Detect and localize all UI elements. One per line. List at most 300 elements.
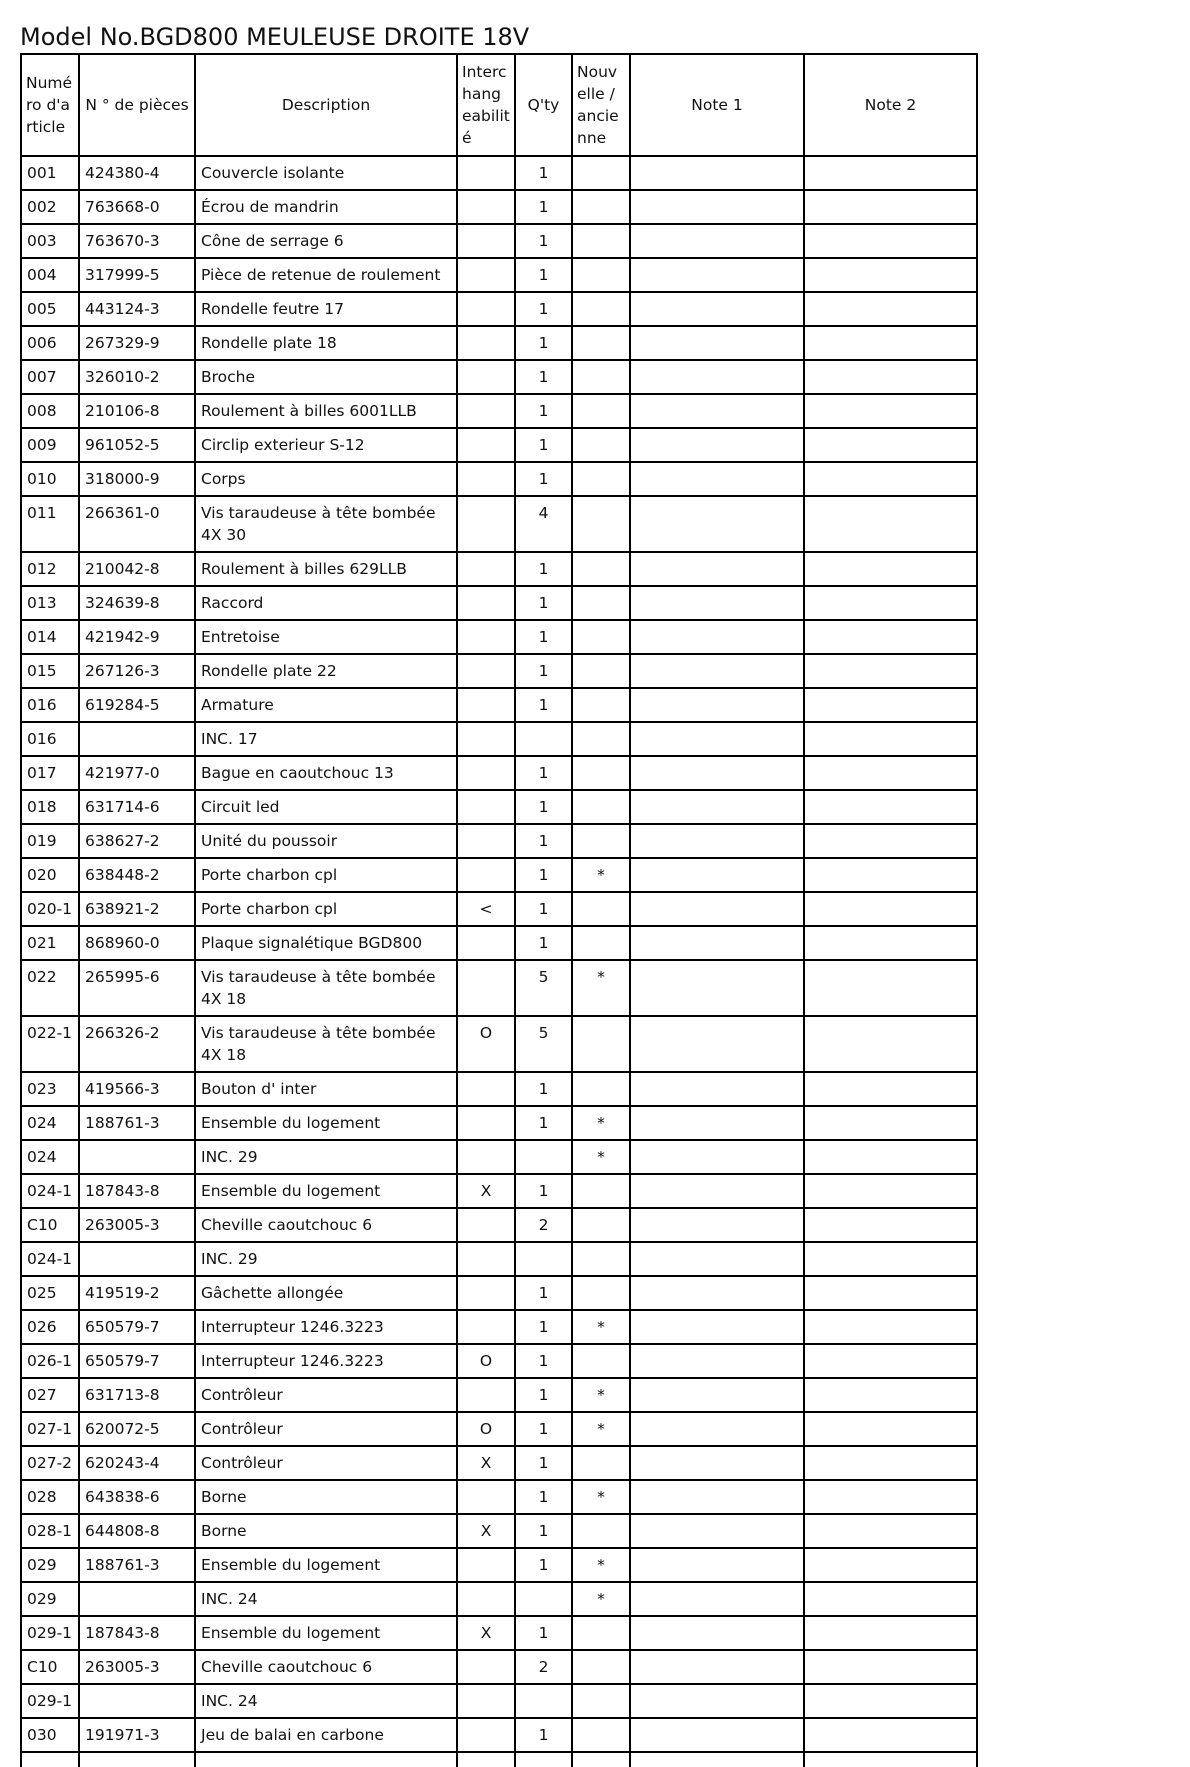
cell-item-number: 014 — [21, 620, 79, 654]
cell-interchangeability — [457, 1242, 515, 1276]
cell-note-1 — [630, 1548, 804, 1582]
cell-note-1 — [630, 1616, 804, 1650]
cell-part-number: 650579-7 — [79, 1310, 195, 1344]
cell-item-number: 028-1 — [21, 1514, 79, 1548]
cell-new-old: * — [572, 1582, 630, 1616]
cell-note-1 — [630, 224, 804, 258]
cell-interchangeability — [457, 1650, 515, 1684]
table-row — [21, 1412, 977, 1446]
cell-part-number: 643838-6 — [79, 1480, 195, 1514]
cell-quantity: 1 — [515, 756, 572, 790]
cell-description: INC. 17 — [195, 722, 457, 756]
cell-description: Contrôleur — [195, 1412, 457, 1446]
cell-note-2 — [804, 1276, 977, 1310]
cell-note-2 — [804, 394, 977, 428]
cell-interchangeability — [457, 1140, 515, 1174]
cell-interchangeability: O — [457, 1344, 515, 1378]
table-row — [21, 1480, 977, 1514]
cell-item-number: 028 — [21, 1480, 79, 1514]
cell-part-number — [79, 1140, 195, 1174]
cell-description: Bague en caoutchouc 13 — [195, 756, 457, 790]
cell-note-2 — [804, 1582, 977, 1616]
cell-interchangeability — [457, 1208, 515, 1242]
table-row — [21, 1174, 977, 1208]
cell-part-number: 263005-3 — [79, 1208, 195, 1242]
cell-part-number — [79, 1684, 195, 1718]
cell-note-1 — [630, 552, 804, 586]
cell-quantity — [515, 1140, 572, 1174]
table-row — [21, 1276, 977, 1310]
cell-note-2 — [804, 1106, 977, 1140]
cell-quantity: 2 — [515, 1650, 572, 1684]
cell-interchangeability — [457, 496, 515, 552]
header-note-1: Note 1 — [630, 54, 804, 156]
cell-part-number: 443124-3 — [79, 292, 195, 326]
cell-part-number: 650579-7 — [79, 1344, 195, 1378]
cell-new-old — [572, 1684, 630, 1718]
cell-note-2 — [804, 824, 977, 858]
table-row — [21, 1378, 977, 1412]
cell-description: Armature — [195, 688, 457, 722]
table-row — [21, 1140, 977, 1174]
cell-note-2 — [804, 790, 977, 824]
table-row — [21, 620, 977, 654]
cell-quantity: 1 — [515, 892, 572, 926]
cell-description: Plaque signalétique BGD800 — [195, 926, 457, 960]
table-row-continued — [21, 1752, 977, 1767]
cell-part-number — [79, 1242, 195, 1276]
cell-note-2 — [804, 926, 977, 960]
cell-note-2 — [804, 156, 977, 190]
cell-new-old — [572, 1174, 630, 1208]
cell-quantity — [515, 1582, 572, 1616]
cell-note-1 — [630, 1650, 804, 1684]
table-row — [21, 1684, 977, 1718]
cell-new-old — [572, 688, 630, 722]
cell-note-1 — [630, 790, 804, 824]
cell-new-old — [572, 926, 630, 960]
cell-description: Vis taraudeuse à tête bombée 4X 18 — [195, 1016, 457, 1072]
cell-description: Cône de serrage 6 — [195, 224, 457, 258]
cell-interchangeability — [457, 1106, 515, 1140]
cell-note-2 — [804, 1514, 977, 1548]
cell-note-1 — [630, 824, 804, 858]
cell-interchangeability — [457, 360, 515, 394]
cell-item-number: 024 — [21, 1106, 79, 1140]
table-row — [21, 790, 977, 824]
cell-note-1 — [630, 1016, 804, 1072]
cell-part-number — [79, 722, 195, 756]
cell-note-2 — [804, 224, 977, 258]
cell-note-1 — [630, 1310, 804, 1344]
cell-new-old: * — [572, 1310, 630, 1344]
cell-note-2 — [804, 1684, 977, 1718]
table-row — [21, 1718, 977, 1752]
cell-part-number: 187843-8 — [79, 1174, 195, 1208]
cell-note-1 — [630, 190, 804, 224]
cell-note-2 — [804, 1548, 977, 1582]
cell-quantity: 1 — [515, 552, 572, 586]
cell-quantity: 5 — [515, 1016, 572, 1072]
cell-description: Porte charbon cpl — [195, 892, 457, 926]
cell-note-2 — [804, 360, 977, 394]
cell-note-1 — [630, 1480, 804, 1514]
cell-item-number: 030 — [21, 1718, 79, 1752]
table-row — [21, 688, 977, 722]
cell-new-old: * — [572, 1480, 630, 1514]
cell-new-old — [572, 1072, 630, 1106]
cell-part-number: 419519-2 — [79, 1276, 195, 1310]
cell-item-number: 004 — [21, 258, 79, 292]
cell-quantity: 1 — [515, 586, 572, 620]
cell-part-number: 318000-9 — [79, 462, 195, 496]
cell-note-2 — [804, 1412, 977, 1446]
cell-item-number: 015 — [21, 654, 79, 688]
cell-note-1 — [630, 292, 804, 326]
cell-item-number: C10 — [21, 1208, 79, 1242]
cell-quantity: 2 — [515, 1208, 572, 1242]
cell-part-number: 424380-4 — [79, 156, 195, 190]
cell-empty — [79, 1752, 195, 1767]
cell-interchangeability — [457, 790, 515, 824]
table-row — [21, 722, 977, 756]
cell-item-number: 010 — [21, 462, 79, 496]
header-note-2: Note 2 — [804, 54, 977, 156]
cell-description: Rondelle plate 18 — [195, 326, 457, 360]
cell-item-number: 009 — [21, 428, 79, 462]
cell-interchangeability — [457, 1718, 515, 1752]
table-row — [21, 1446, 977, 1480]
table-row — [21, 586, 977, 620]
cell-item-number: 027-2 — [21, 1446, 79, 1480]
cell-description: INC. 24 — [195, 1582, 457, 1616]
table-row — [21, 654, 977, 688]
cell-item-number: 029 — [21, 1548, 79, 1582]
cell-description: INC. 29 — [195, 1242, 457, 1276]
table-row — [21, 1310, 977, 1344]
cell-item-number: 016 — [21, 688, 79, 722]
header-quantity: Q'ty — [515, 54, 572, 156]
table-row — [21, 1548, 977, 1582]
table-row — [21, 858, 977, 892]
cell-interchangeability — [457, 858, 515, 892]
cell-description: Écrou de mandrin — [195, 190, 457, 224]
cell-note-1 — [630, 156, 804, 190]
cell-item-number: 021 — [21, 926, 79, 960]
cell-note-1 — [630, 858, 804, 892]
cell-empty — [21, 1752, 79, 1767]
cell-part-number: 263005-3 — [79, 1650, 195, 1684]
cell-quantity: 1 — [515, 654, 572, 688]
table-row — [21, 1106, 977, 1140]
cell-note-2 — [804, 586, 977, 620]
cell-interchangeability — [457, 1072, 515, 1106]
cell-new-old — [572, 428, 630, 462]
cell-quantity: 1 — [515, 790, 572, 824]
cell-interchangeability — [457, 654, 515, 688]
cell-interchangeability: X — [457, 1174, 515, 1208]
cell-interchangeability — [457, 190, 515, 224]
cell-item-number: 016 — [21, 722, 79, 756]
table-row — [21, 892, 977, 926]
cell-quantity: 1 — [515, 1446, 572, 1480]
cell-quantity — [515, 1684, 572, 1718]
cell-item-number: 029-1 — [21, 1616, 79, 1650]
cell-empty — [195, 1752, 457, 1767]
cell-new-old — [572, 1514, 630, 1548]
table-row — [21, 496, 977, 552]
cell-note-1 — [630, 1106, 804, 1140]
cell-part-number: 326010-2 — [79, 360, 195, 394]
cell-note-2 — [804, 756, 977, 790]
table-row — [21, 360, 977, 394]
header-new-old: Nouv elle / ancie nne — [572, 54, 630, 156]
cell-description: Ensemble du logement — [195, 1106, 457, 1140]
cell-quantity: 1 — [515, 326, 572, 360]
table-row — [21, 1514, 977, 1548]
cell-part-number: 317999-5 — [79, 258, 195, 292]
cell-part-number: 638921-2 — [79, 892, 195, 926]
cell-note-1 — [630, 1582, 804, 1616]
cell-note-1 — [630, 360, 804, 394]
table-row — [21, 1582, 977, 1616]
table-row — [21, 960, 977, 1016]
cell-new-old — [572, 326, 630, 360]
cell-note-2 — [804, 960, 977, 1016]
table-row — [21, 1242, 977, 1276]
table-row — [21, 224, 977, 258]
cell-description: INC. 24 — [195, 1684, 457, 1718]
cell-note-1 — [630, 496, 804, 552]
cell-part-number: 763668-0 — [79, 190, 195, 224]
cell-new-old: * — [572, 1412, 630, 1446]
cell-interchangeability — [457, 552, 515, 586]
cell-description: Roulement à billes 6001LLB — [195, 394, 457, 428]
cell-part-number: 638448-2 — [79, 858, 195, 892]
cell-new-old: * — [572, 1378, 630, 1412]
cell-interchangeability — [457, 1310, 515, 1344]
cell-empty — [515, 1752, 572, 1767]
cell-new-old — [572, 360, 630, 394]
cell-description: Bouton d' inter — [195, 1072, 457, 1106]
cell-note-2 — [804, 462, 977, 496]
cell-interchangeability — [457, 224, 515, 258]
cell-quantity: 1 — [515, 688, 572, 722]
cell-note-1 — [630, 1378, 804, 1412]
cell-quantity — [515, 1242, 572, 1276]
cell-part-number: 631713-8 — [79, 1378, 195, 1412]
cell-note-1 — [630, 1242, 804, 1276]
cell-note-1 — [630, 756, 804, 790]
cell-part-number: 187843-8 — [79, 1616, 195, 1650]
cell-new-old — [572, 394, 630, 428]
cell-item-number: 006 — [21, 326, 79, 360]
cell-quantity: 1 — [515, 1174, 572, 1208]
cell-new-old — [572, 1650, 630, 1684]
cell-note-1 — [630, 688, 804, 722]
cell-note-2 — [804, 1378, 977, 1412]
cell-quantity: 4 — [515, 496, 572, 552]
cell-part-number: 421942-9 — [79, 620, 195, 654]
cell-quantity: 1 — [515, 462, 572, 496]
cell-new-old — [572, 224, 630, 258]
cell-new-old — [572, 1208, 630, 1242]
header-item-number: Numé ro d'a rticle — [21, 54, 79, 156]
cell-quantity: 1 — [515, 1344, 572, 1378]
cell-item-number: C10 — [21, 1650, 79, 1684]
cell-item-number: 029 — [21, 1582, 79, 1616]
cell-description: Unité du poussoir — [195, 824, 457, 858]
cell-new-old: * — [572, 1140, 630, 1174]
table-row — [21, 292, 977, 326]
header-interchangeability: Interc hang eabilit é — [457, 54, 515, 156]
cell-description: Corps — [195, 462, 457, 496]
cell-note-2 — [804, 1344, 977, 1378]
cell-item-number: 029-1 — [21, 1684, 79, 1718]
cell-description: Contrôleur — [195, 1378, 457, 1412]
cell-note-2 — [804, 688, 977, 722]
cell-item-number: 001 — [21, 156, 79, 190]
cell-item-number: 027-1 — [21, 1412, 79, 1446]
cell-interchangeability — [457, 586, 515, 620]
cell-interchangeability — [457, 620, 515, 654]
cell-description: Contrôleur — [195, 1446, 457, 1480]
header-part-number: N ° de pièces — [79, 54, 195, 156]
cell-quantity: 1 — [515, 1276, 572, 1310]
table-row — [21, 1072, 977, 1106]
cell-note-1 — [630, 892, 804, 926]
cell-interchangeability — [457, 156, 515, 190]
page-title: Model No.BGD800 MEULEUSE DROITE 18V — [20, 23, 530, 51]
cell-interchangeability: O — [457, 1016, 515, 1072]
cell-note-1 — [630, 1446, 804, 1480]
cell-note-2 — [804, 654, 977, 688]
cell-empty — [572, 1752, 630, 1767]
cell-quantity: 5 — [515, 960, 572, 1016]
cell-note-1 — [630, 258, 804, 292]
cell-new-old — [572, 1616, 630, 1650]
cell-new-old — [572, 552, 630, 586]
cell-quantity: 1 — [515, 824, 572, 858]
cell-new-old — [572, 1276, 630, 1310]
cell-empty — [457, 1752, 515, 1767]
cell-description: Jeu de balai en carbone — [195, 1718, 457, 1752]
cell-part-number: 267126-3 — [79, 654, 195, 688]
cell-new-old — [572, 462, 630, 496]
cell-note-2 — [804, 722, 977, 756]
cell-note-2 — [804, 1480, 977, 1514]
cell-note-1 — [630, 586, 804, 620]
cell-part-number: 188761-3 — [79, 1548, 195, 1582]
table-row — [21, 1650, 977, 1684]
table-row — [21, 552, 977, 586]
cell-note-2 — [804, 326, 977, 360]
cell-description: Cheville caoutchouc 6 — [195, 1208, 457, 1242]
cell-note-2 — [804, 258, 977, 292]
cell-part-number: 188761-3 — [79, 1106, 195, 1140]
cell-part-number: 763670-3 — [79, 224, 195, 258]
cell-new-old — [572, 1242, 630, 1276]
cell-quantity: 1 — [515, 1072, 572, 1106]
cell-interchangeability — [457, 1684, 515, 1718]
cell-item-number: 011 — [21, 496, 79, 552]
cell-item-number: 003 — [21, 224, 79, 258]
cell-note-1 — [630, 1174, 804, 1208]
cell-note-2 — [804, 1208, 977, 1242]
cell-quantity: 1 — [515, 858, 572, 892]
cell-part-number: 210106-8 — [79, 394, 195, 428]
cell-new-old — [572, 892, 630, 926]
cell-item-number: 024-1 — [21, 1174, 79, 1208]
cell-description: Borne — [195, 1514, 457, 1548]
cell-note-1 — [630, 1684, 804, 1718]
cell-item-number: 013 — [21, 586, 79, 620]
cell-description: Interrupteur 1246.3223 — [195, 1310, 457, 1344]
table-row — [21, 258, 977, 292]
cell-new-old — [572, 790, 630, 824]
cell-note-1 — [630, 722, 804, 756]
cell-item-number: 023 — [21, 1072, 79, 1106]
cell-quantity: 1 — [515, 1718, 572, 1752]
cell-description: Entretoise — [195, 620, 457, 654]
cell-item-number: 012 — [21, 552, 79, 586]
cell-description: Circuit led — [195, 790, 457, 824]
cell-quantity: 1 — [515, 360, 572, 394]
cell-note-1 — [630, 326, 804, 360]
cell-item-number: 008 — [21, 394, 79, 428]
table-row — [21, 326, 977, 360]
cell-quantity: 1 — [515, 1616, 572, 1650]
table-row — [21, 1344, 977, 1378]
cell-description: Vis taraudeuse à tête bombée 4X 30 — [195, 496, 457, 552]
cell-item-number: 022-1 — [21, 1016, 79, 1072]
cell-note-1 — [630, 1412, 804, 1446]
cell-interchangeability — [457, 326, 515, 360]
cell-interchangeability — [457, 688, 515, 722]
cell-item-number: 019 — [21, 824, 79, 858]
cell-part-number: 620072-5 — [79, 1412, 195, 1446]
cell-note-1 — [630, 620, 804, 654]
cell-part-number: 619284-5 — [79, 688, 195, 722]
cell-quantity: 1 — [515, 1548, 572, 1582]
cell-new-old — [572, 586, 630, 620]
cell-new-old — [572, 1344, 630, 1378]
cell-item-number: 018 — [21, 790, 79, 824]
cell-new-old — [572, 156, 630, 190]
cell-part-number: 620243-4 — [79, 1446, 195, 1480]
cell-note-1 — [630, 1208, 804, 1242]
cell-note-1 — [630, 1344, 804, 1378]
cell-item-number: 024-1 — [21, 1242, 79, 1276]
cell-description: Rondelle feutre 17 — [195, 292, 457, 326]
cell-description: Ensemble du logement — [195, 1616, 457, 1650]
cell-part-number: 265995-6 — [79, 960, 195, 1016]
table-row — [21, 190, 977, 224]
cell-interchangeability — [457, 258, 515, 292]
cell-description: Pièce de retenue de roulement — [195, 258, 457, 292]
cell-new-old — [572, 1016, 630, 1072]
table-row — [21, 1016, 977, 1072]
cell-quantity: 1 — [515, 394, 572, 428]
cell-note-1 — [630, 428, 804, 462]
cell-part-number: 868960-0 — [79, 926, 195, 960]
table-row — [21, 1616, 977, 1650]
cell-note-2 — [804, 858, 977, 892]
cell-interchangeability: X — [457, 1446, 515, 1480]
table-row — [21, 1208, 977, 1242]
cell-item-number: 026 — [21, 1310, 79, 1344]
cell-note-2 — [804, 620, 977, 654]
